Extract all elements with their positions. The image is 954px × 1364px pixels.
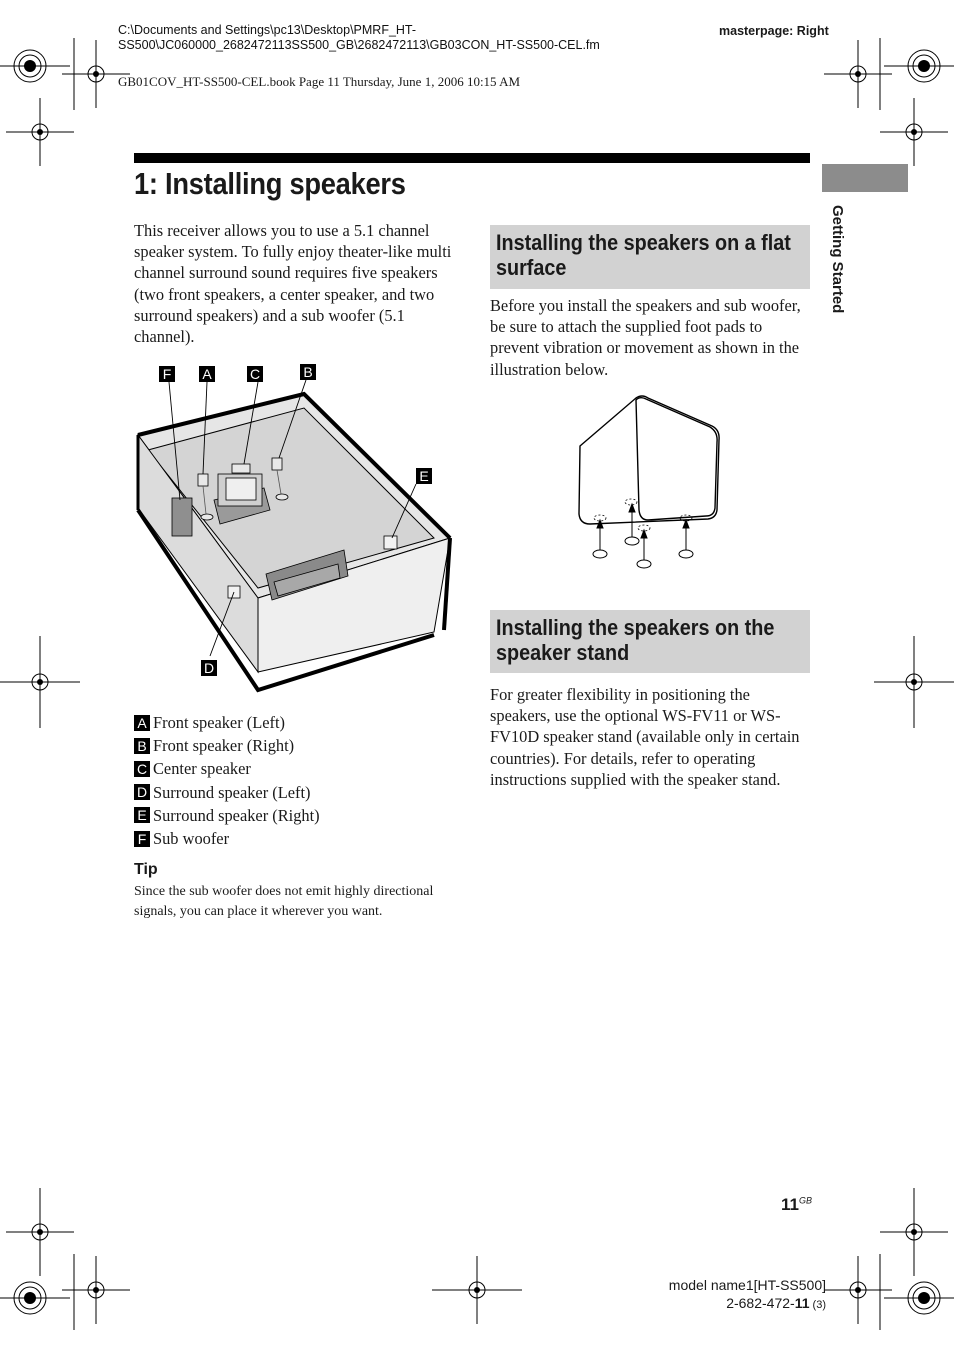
- legend-letter: B: [134, 738, 150, 754]
- legend-text: Front speaker (Right): [153, 736, 295, 756]
- section-flat-surface-text: Before you install the speakers and sub woofer, be sure to attach the supplied foot pads to prevent vibration or movement as shown in the illustration below.: [490, 296, 801, 379]
- foot-pad-illustration: [574, 392, 726, 574]
- legend-letter: E: [134, 807, 150, 823]
- file-path-line-2: SS500\JC060000_2682472113SS500_GB\2682472113\GB03CON_HT-SS500-CEL.fm: [118, 38, 600, 52]
- book-info-line: GB01COV_HT-SS500-CEL.book Page 11 Thursday, June 1, 2006 10:15 AM: [118, 74, 521, 89]
- legend-text: Front speaker (Left): [153, 713, 285, 732]
- diagram-label-d: D: [203, 660, 215, 676]
- legend-text: Surround speaker (Left): [153, 782, 311, 802]
- legend-letter: C: [134, 761, 150, 777]
- diagram-label-a: A: [202, 366, 212, 382]
- legend-item: [134, 734, 320, 757]
- tip-text: Since the sub woofer does not emit highly directional signals, you can place it wherever you want.: [134, 884, 434, 919]
- section-speaker-stand-text: For greater flexibility in positioning the speakers, use the optional WS-FV11 or WS-FV10D speaker stand (available only in certain countries). For details, refer to operating instructions supplied with the speaker stand.: [490, 685, 800, 789]
- page-number-value: 11: [781, 1195, 799, 1214]
- legend-letter: D: [134, 784, 150, 800]
- diagram-label-f: F: [162, 366, 172, 382]
- model-name-line: model name1[HT-SS500]: [668, 1277, 826, 1293]
- legend-text: Sub woofer: [153, 829, 230, 849]
- diagram-label-e: E: [419, 468, 429, 484]
- legend-item: [134, 711, 320, 734]
- speaker-room-illustration: [134, 360, 464, 700]
- section-heading-text: Installing the speakers on a flat surface: [496, 230, 791, 280]
- model-code-line: [654, 1294, 826, 1314]
- diagram-label-c: C: [249, 366, 261, 382]
- page-title: 1: Installing speakers: [134, 166, 406, 201]
- section-heading-text: Installing the speakers on the speaker stand: [496, 615, 775, 665]
- file-path-header: [118, 23, 600, 53]
- model-info: [654, 1276, 826, 1314]
- model-code-suffix: (3): [809, 1299, 826, 1311]
- legend-letter: A: [134, 715, 150, 731]
- section-heading-flat-surface: [490, 225, 810, 289]
- rosette-bottom-left: [0, 1254, 74, 1330]
- legend-item: [134, 827, 320, 850]
- legend-item: [134, 757, 320, 780]
- model-code-prefix: 2-682-472-: [726, 1295, 795, 1311]
- intro-paragraph: This receiver allows you to use a 5.1 channel speaker system. To fully enjoy theater-like multi channel surround sound requires five speakers (two front speakers, a center speaker, and two surround speakers) and a sub woofer (5.1 channel).: [134, 221, 452, 347]
- diagram-label-b: B: [303, 364, 313, 380]
- legend-text: Center speaker: [153, 759, 251, 779]
- chapter-tab: [822, 164, 908, 192]
- legend-letter: F: [134, 831, 150, 847]
- legend-item: [134, 781, 320, 804]
- masterpage-label: masterpage: Right: [719, 24, 829, 38]
- section-heading-speaker-stand: [490, 610, 810, 673]
- tip-heading: Tip: [134, 861, 158, 878]
- legend-item: [134, 804, 320, 827]
- model-code-bold: 11: [794, 1295, 810, 1311]
- speaker-legend: [134, 711, 320, 850]
- title-rule: [134, 153, 810, 163]
- page-number: [781, 1195, 812, 1215]
- page-number-suffix: GB: [798, 1195, 812, 1206]
- rosette-bottom-right: [880, 1254, 954, 1330]
- file-path-line-1: C:\Documents and Settings\pc13\Desktop\PMRF_HT-: [118, 23, 417, 37]
- chapter-tab-label: Getting Started: [829, 205, 846, 314]
- legend-text: Surround speaker (Right): [153, 805, 320, 825]
